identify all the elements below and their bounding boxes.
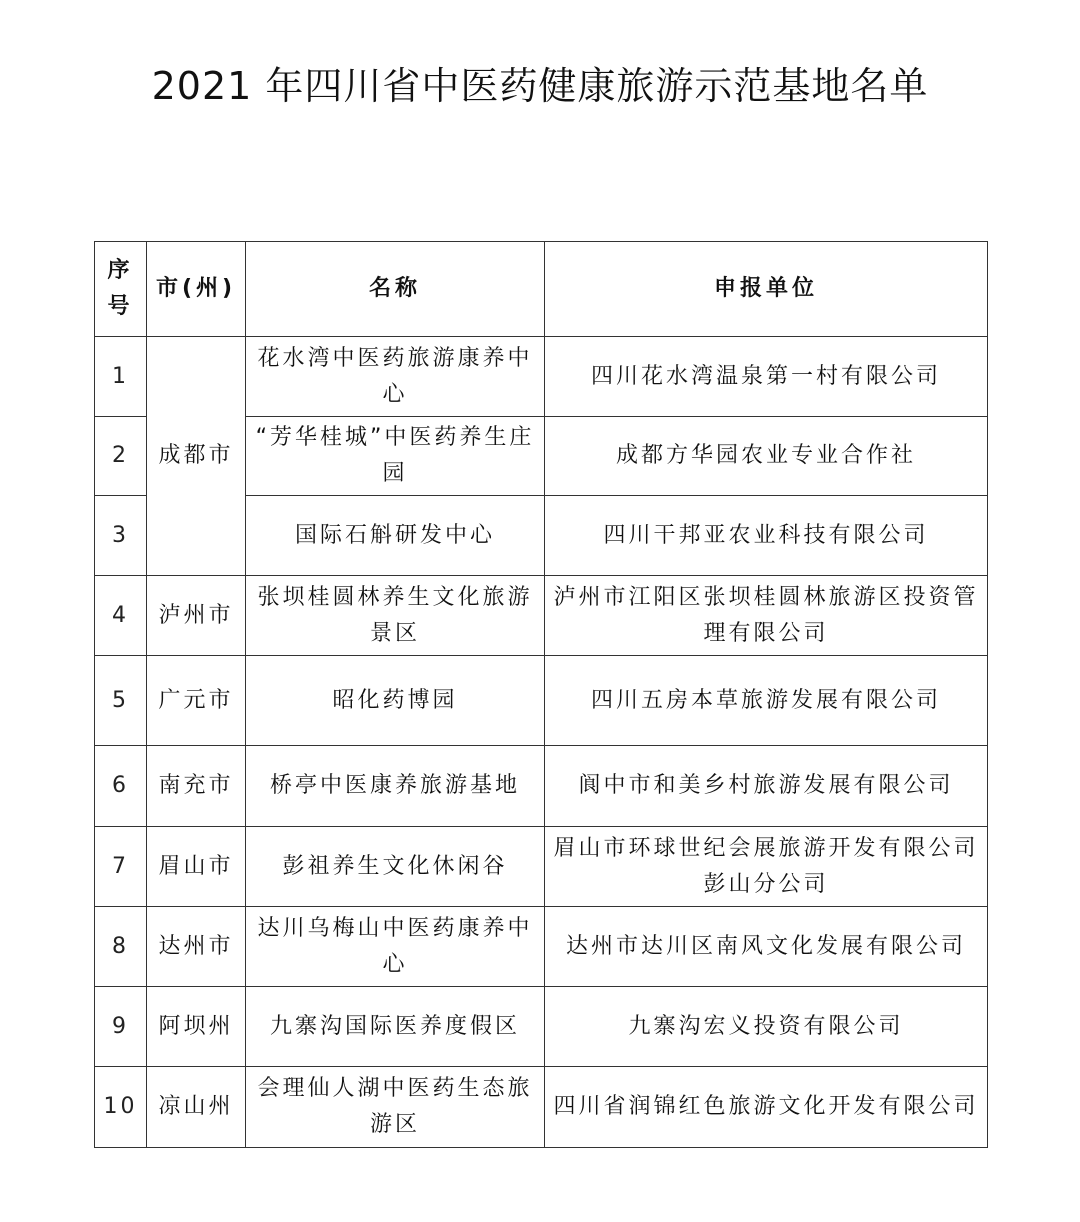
- row-name: 花水湾中医药旅游康养中心: [246, 337, 545, 417]
- row-name: “芳华桂城”中医药养生庄园: [246, 417, 545, 496]
- row-unit: 四川花水湾温泉第一村有限公司: [545, 337, 988, 417]
- row-seq: 6: [95, 746, 147, 827]
- row-seq: 1: [95, 337, 147, 417]
- row-city: 成都市: [147, 337, 246, 576]
- row-name: 九寨沟国际医养度假区: [246, 987, 545, 1067]
- row-city: 达州市: [147, 907, 246, 987]
- row-unit: 眉山市环球世纪会展旅游开发有限公司彭山分公司: [545, 827, 988, 907]
- row-city: 阿坝州: [147, 987, 246, 1067]
- row-seq: 10: [95, 1067, 147, 1148]
- row-seq: 7: [95, 827, 147, 907]
- row-unit: 阆中市和美乡村旅游发展有限公司: [545, 746, 988, 827]
- row-city: 广元市: [147, 656, 246, 746]
- row-seq: 8: [95, 907, 147, 987]
- row-city: 南充市: [147, 746, 246, 827]
- row-unit: 泸州市江阳区张坝桂圆林旅游区投资管理有限公司: [545, 576, 988, 656]
- header-unit: 申报单位: [545, 242, 988, 337]
- table-row: [95, 827, 988, 907]
- row-seq: 4: [95, 576, 147, 656]
- row-name: 桥亭中医康养旅游基地: [246, 746, 545, 827]
- table-row: [95, 576, 988, 656]
- header-name: 名称: [246, 242, 545, 337]
- row-unit: 四川省润锦红色旅游文化开发有限公司: [545, 1067, 988, 1148]
- row-name: 昭化药博园: [246, 656, 545, 746]
- table-header-row: [95, 242, 988, 337]
- header-seq: 序号: [95, 242, 147, 337]
- table-row: [95, 1067, 988, 1148]
- row-name: 达川乌梅山中医药康养中心: [246, 907, 545, 987]
- row-seq: 5: [95, 656, 147, 746]
- row-unit: 四川五房本草旅游发展有限公司: [545, 656, 988, 746]
- table-row: [95, 746, 988, 827]
- row-name: 会理仙人湖中医药生态旅游区: [246, 1067, 545, 1148]
- table-row: [95, 987, 988, 1067]
- base-list-table: [94, 241, 988, 1148]
- table-row: [95, 337, 988, 417]
- table-row: [95, 656, 988, 746]
- row-unit: 九寨沟宏义投资有限公司: [545, 987, 988, 1067]
- table-row: [95, 907, 988, 987]
- row-city: 凉山州: [147, 1067, 246, 1148]
- row-unit: 成都方华园农业专业合作社: [545, 417, 988, 496]
- row-unit: 四川干邦亚农业科技有限公司: [545, 496, 988, 576]
- row-name: 彭祖养生文化休闲谷: [246, 827, 545, 907]
- row-seq: 3: [95, 496, 147, 576]
- row-unit: 达州市达川区南风文化发展有限公司: [545, 907, 988, 987]
- document-title: 2021 年四川省中医药健康旅游示范基地名单: [151, 64, 929, 108]
- row-city: 眉山市: [147, 827, 246, 907]
- header-city: 市(州): [147, 242, 246, 337]
- row-seq: 2: [95, 417, 147, 496]
- row-city: 泸州市: [147, 576, 246, 656]
- row-name: 国际石斛研发中心: [246, 496, 545, 576]
- row-seq: 9: [95, 987, 147, 1067]
- row-name: 张坝桂圆林养生文化旅游景区: [246, 576, 545, 656]
